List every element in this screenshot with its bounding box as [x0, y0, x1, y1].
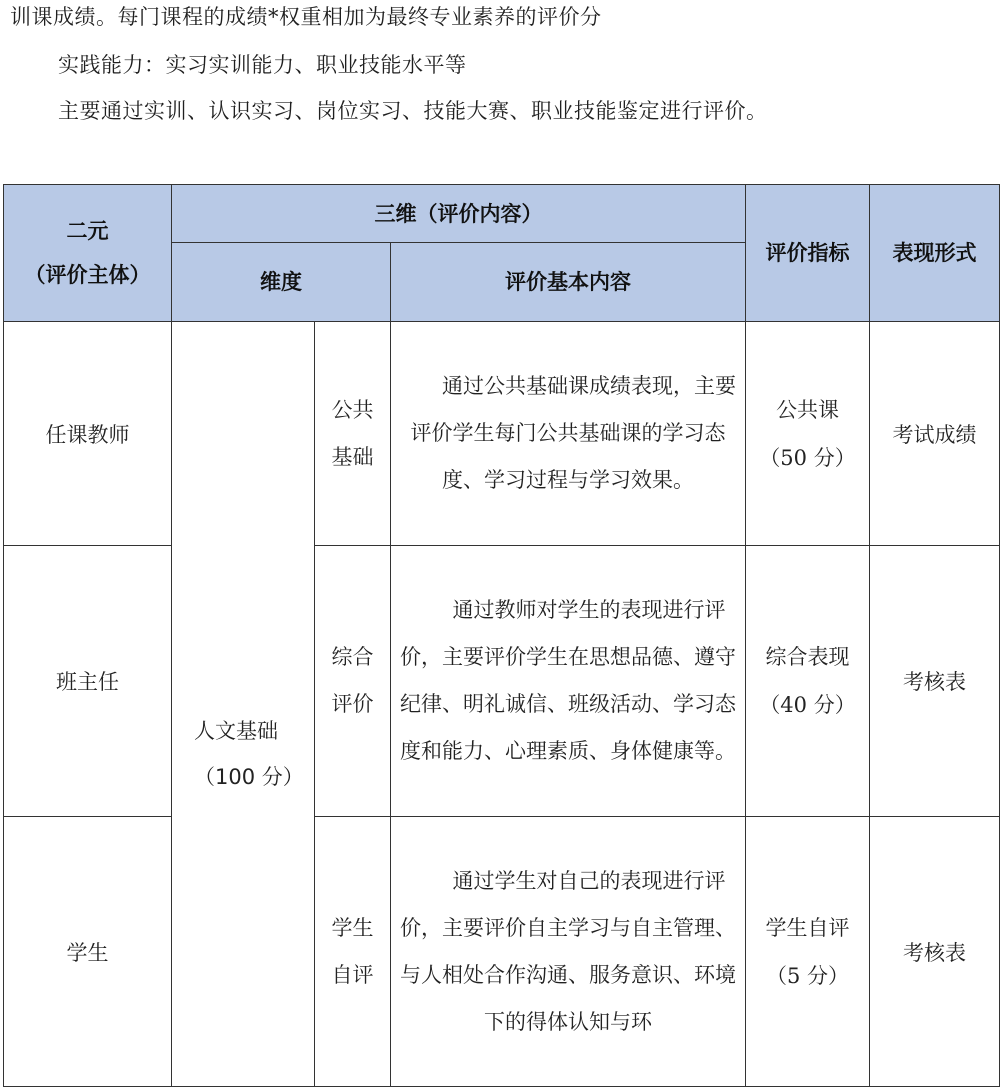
form-cell: [870, 322, 1000, 546]
form-text: 考核表: [903, 940, 967, 965]
subject-cell: [4, 817, 172, 1087]
sub-dimension-cell: [315, 546, 391, 817]
indicator-line2: （50 分）: [759, 445, 856, 470]
sub-dimension-line2: 基础: [331, 444, 374, 469]
header-subject-line2: （评价主体）: [24, 263, 151, 287]
intro-line-3: 主要通过实训、认识实习、岗位实习、技能大赛、职业技能鉴定进行评价。: [58, 99, 768, 123]
content-cell: [391, 322, 746, 546]
header-form: 表现形式: [870, 185, 1000, 322]
intro-line-2: 实践能力：实习实训能力、职业技能水平等: [58, 53, 467, 77]
sub-dimension-line1: 公共: [331, 397, 374, 422]
header-indicator: 评价指标: [746, 185, 870, 322]
content-cell: [391, 817, 746, 1087]
evaluation-table: [3, 184, 1000, 1087]
content-text: 通过学生对自己的表现进行评价，主要评价自主学习与自主管理、与人相处合作沟通、服务意识、环境下的得体认知与环: [400, 868, 736, 1034]
content-text: 通过公共基础课成绩表现，主要评价学生每门公共基础课的学习态度、学习过程与学习效果。: [410, 374, 736, 492]
sub-dimension-line2: 自评: [331, 962, 374, 987]
content-text: 通过教师对学生的表现进行评价，主要评价学生在思想品德、遵守纪律、明礼诚信、班级活动、学习态度和能力、心理素质、身体健康等。: [400, 598, 736, 763]
form-text: 考试成绩: [892, 422, 977, 447]
sub-dimension-line2: 评价: [331, 692, 374, 716]
sub-dimension-cell: [315, 322, 391, 546]
form-cell: [870, 546, 1000, 817]
sub-dimension-line1: 综合: [331, 645, 374, 669]
subject-text: 学生: [66, 940, 109, 965]
indicator-line2: （5 分）: [765, 963, 850, 988]
header-dimension: 维度: [172, 243, 391, 322]
indicator-line2: （40 分）: [759, 693, 856, 717]
header-subject: [4, 185, 172, 322]
table-row: [4, 322, 1000, 546]
sub-dimension-cell: [315, 817, 391, 1087]
form-cell: [870, 817, 1000, 1087]
header-three-dim: 三维（评价内容）: [172, 185, 746, 243]
sub-dimension-line1: 学生: [331, 915, 374, 940]
indicator-cell: [746, 322, 870, 546]
header-subject-line1: 二元: [66, 219, 109, 243]
table-row: [4, 546, 1000, 817]
indicator-cell: [746, 817, 870, 1087]
subject-cell: [4, 322, 172, 546]
header-content: 评价基本内容: [391, 243, 746, 322]
table-row: [4, 817, 1000, 1087]
dimension-main-name: 人文基础: [194, 719, 278, 743]
dimension-main-cell: [172, 322, 315, 1087]
subject-text: 班主任: [56, 670, 119, 694]
subject-text: 任课教师: [45, 422, 130, 447]
content-cell: [391, 546, 746, 817]
dimension-main-score: （100 分）: [194, 765, 304, 789]
indicator-line1: 学生自评: [765, 915, 850, 940]
indicator-cell: [746, 546, 870, 817]
subject-cell: [4, 546, 172, 817]
indicator-line1: 公共课: [776, 397, 840, 422]
indicator-line1: 综合表现: [765, 645, 850, 669]
intro-line-1: 训课成绩。每门课程的成绩*权重相加为最终专业素养的评价分: [10, 5, 602, 29]
form-text: 考核表: [903, 670, 967, 694]
